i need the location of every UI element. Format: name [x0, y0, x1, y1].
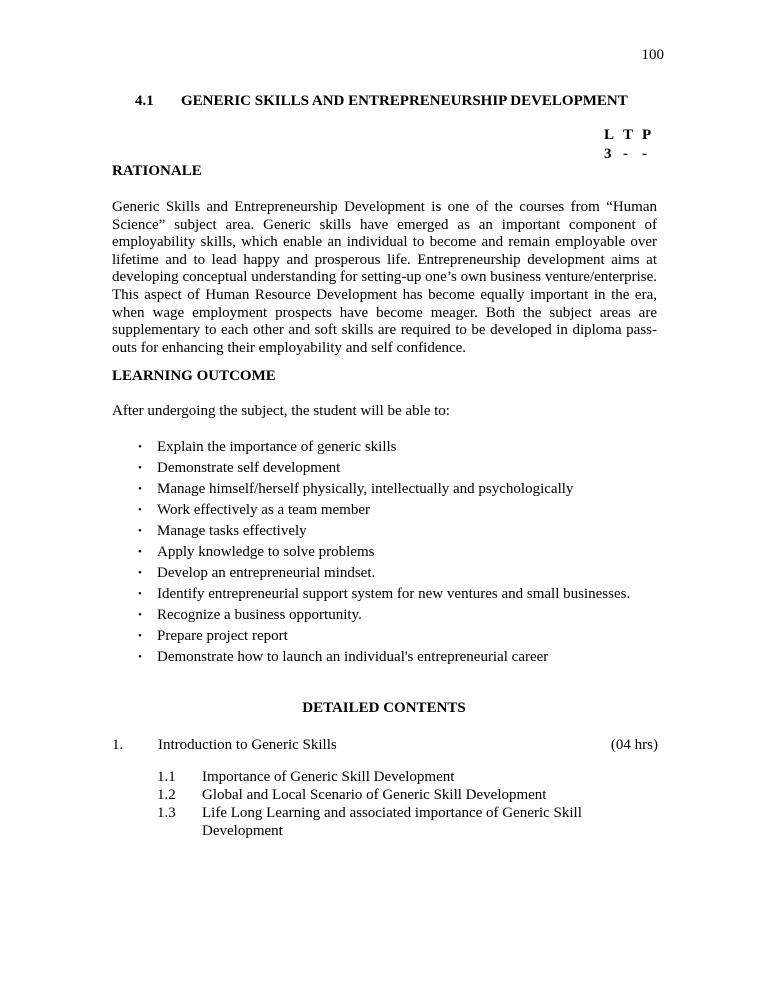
unit-row [112, 737, 658, 754]
list-item-text: Demonstrate how to launch an individual's entrepreneurial career [157, 649, 549, 665]
rationale-text: Generic Skills and Entrepreneurship Development is one of the courses from “Human Science” subject area. Generic skills have emerged as an important component of employability skills, which enable an individual to become and remain employable over lifetime and to lead happy and prosperous life. Entrepreneurship development aims at developing conceptual understanding for setting-up one’s own business venture/enterprise. This aspect of Human Resource Development has become equally important in the era, when wage employment prospects have become meager. Both the subject areas are supplementary to each other and soft skills are required to be developed in diploma pass-outs for enhancing their employability and self confidence. [112, 199, 657, 356]
list-item [112, 647, 630, 668]
list-item-text: Recognize a business opportunity. [157, 607, 362, 623]
subtopic-text: Life Long Learning and associated importance of Generic Skill Development [202, 805, 582, 839]
detailed-contents-heading-text: DETAILED CONTENTS [302, 700, 466, 716]
rationale-heading: RATIONALE [112, 163, 202, 179]
list-item [112, 521, 630, 542]
bullet-icon: • [138, 483, 142, 495]
list-item [112, 542, 630, 563]
subtopic-number: 1.1 [157, 769, 176, 785]
unit-title: Introduction to Generic Skills [158, 737, 337, 753]
bullet-icon: • [138, 630, 142, 642]
bullet-icon: • [138, 609, 142, 621]
bullet-icon: • [138, 504, 142, 516]
list-item [112, 584, 630, 605]
ltp-header-row [604, 126, 661, 145]
subtopic-number: 1.2 [157, 787, 176, 803]
subtopic-item [157, 804, 602, 840]
list-item [112, 605, 630, 626]
ltp-header-p: P [642, 127, 652, 143]
list-item-text: Prepare project report [157, 628, 288, 644]
course-number: 4.1 [135, 93, 154, 109]
ltp-value-row [604, 145, 661, 164]
ltp-value-t: - [623, 146, 628, 162]
subtopic-text: Importance of Generic Skill Development [202, 769, 455, 785]
list-item-text: Demonstrate self development [157, 460, 341, 476]
list-item [112, 479, 630, 500]
ltp-value-p: - [642, 146, 647, 162]
subtopic-number: 1.3 [157, 805, 176, 821]
learning-outcome-intro: After undergoing the subject, the student will be able to: [112, 403, 450, 419]
list-item [112, 437, 630, 458]
unit-hours: (04 hrs) [610, 737, 658, 753]
list-item [112, 563, 630, 584]
ltp-header-l: L [604, 127, 615, 143]
page-number: 100 [641, 47, 664, 63]
detailed-contents-heading [0, 700, 768, 717]
learning-outcome-heading: LEARNING OUTCOME [112, 368, 276, 384]
list-item-text: Develop an entrepreneurial mindset. [157, 565, 376, 581]
ltp-value-l: 3 [604, 146, 612, 162]
list-item [112, 458, 630, 479]
list-item [112, 500, 630, 521]
bullet-icon: • [138, 546, 142, 558]
bullet-icon: • [138, 525, 142, 537]
subtopic-text: Global and Local Scenario of Generic Skill Development [202, 787, 547, 803]
bullet-icon: • [138, 567, 142, 579]
list-item-text: Explain the importance of generic skills [157, 439, 397, 455]
bullet-icon: • [138, 441, 142, 453]
course-name: GENERIC SKILLS AND ENTREPRENEURSHIP DEVELOPMENT [181, 93, 628, 109]
list-item [112, 626, 630, 647]
unit-number: 1. [112, 737, 124, 753]
learning-outcome-list [112, 437, 630, 668]
course-title [135, 93, 628, 110]
bullet-icon: • [138, 651, 142, 663]
list-item-text: Manage himself/herself physically, intellectually and psychologically [157, 481, 574, 497]
bullet-icon: • [138, 588, 142, 600]
list-item-text: Manage tasks effectively [157, 523, 307, 539]
list-item-text: Apply knowledge to solve problems [157, 544, 375, 560]
ltp-header-t: T [623, 127, 634, 143]
list-item-text: Work effectively as a team member [157, 502, 371, 518]
bullet-icon: • [138, 462, 142, 474]
subtopic-list [157, 768, 602, 840]
subtopic-item [157, 768, 602, 786]
list-item-text: Identify entrepreneurial support system for new ventures and small businesses. [157, 586, 631, 602]
subtopic-item [157, 786, 602, 804]
ltp-table [604, 126, 661, 164]
